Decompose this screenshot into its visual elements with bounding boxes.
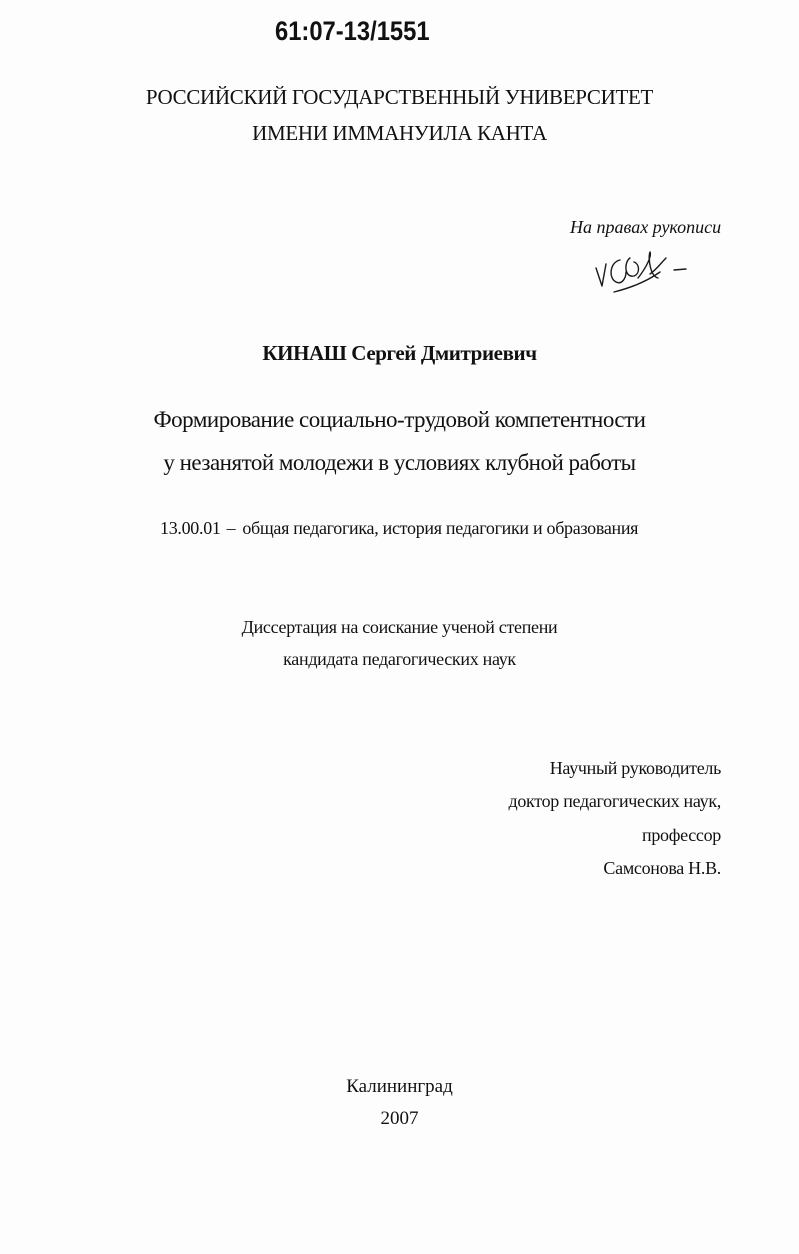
specialty [160,518,638,539]
specialty-name: общая педагогика, история педагогики и образования [242,518,639,538]
author-name: КИНАШ Сергей Дмитриевич [262,341,537,365]
supervisor-rank: профессор [641,825,721,845]
year: 2007 [380,1108,419,1129]
specialty-dash: – [226,518,236,538]
university-name-line2: ИМЕНИ ИММАНУИЛА КАНТА [252,121,547,145]
supervisor-name: Самсонова Н.В. [603,858,721,878]
dissertation-title-line2: у незанятой молодежи в условиях клубной работы [163,450,636,475]
supervisor-role: Научный руководитель [549,758,721,778]
manuscript-rights-note: На правах рукописи [570,217,722,237]
dissertation-title-line1: Формирование социально-трудовой компетентности [153,407,646,432]
supervisor-degree: доктор педагогических наук, [508,791,721,811]
handwritten-signature-icon [590,248,702,296]
city: Калининград [346,1076,453,1097]
specialty-code: 13.00.01 [160,518,221,538]
university-name-line1: РОССИЙСКИЙ ГОСУДАРСТВЕННЫЙ УНИВЕРСИТЕТ [145,85,654,109]
degree-line1: Диссертация на соискание ученой степени [241,617,558,637]
degree-line2: кандидата педагогических наук [283,649,516,669]
catalog-number: 61:07-13/1551 [275,16,430,46]
